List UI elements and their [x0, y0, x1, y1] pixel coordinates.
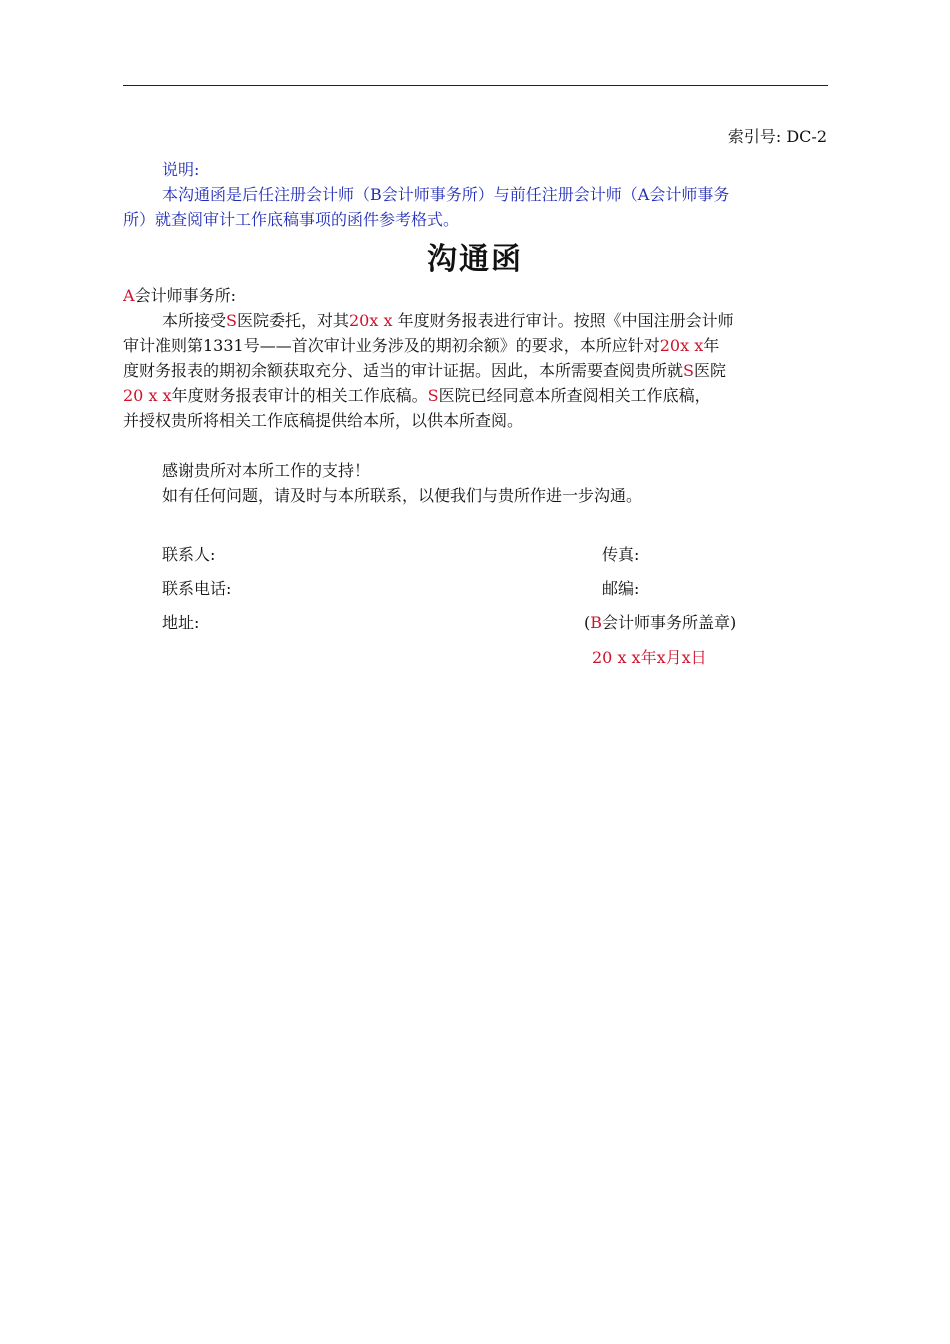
text-span: ( [584, 613, 591, 632]
note-line-1: 本沟通函是后任注册会计师（B会计师事务所）与前任注册会计师（A会计师事务 [162, 185, 730, 204]
note-line-2: 所）就查阅审计工作底稿事项的函件参考格式。 [123, 210, 460, 229]
note-label: 说明: [162, 160, 200, 179]
text-span: 会计师事务所盖章) [602, 613, 737, 632]
text-span: 度财务报表的期初余额获取充分、适当的审计证据。因此，本所需要查阅贵所就 [123, 361, 684, 380]
address-label: 地址: [162, 613, 200, 632]
postcode-label: 邮编: [602, 579, 640, 598]
text-span: 审计准则第1331号——首次审计业务涉及的期初余额》的要求，本所应针对 [123, 336, 660, 355]
text-span: 年度财务报表进行审计。按照《中国注册会计师 [397, 311, 734, 330]
paragraph-line-1 [162, 310, 734, 332]
text-span: 本所接受 [162, 311, 227, 330]
text-span: 医院 [693, 361, 726, 380]
highlight-span: S [427, 386, 439, 405]
phone-label: 联系电话: [162, 579, 232, 598]
paragraph-line-3 [123, 360, 726, 382]
text-span: 年 [703, 336, 720, 355]
contact-person-label: 联系人: [162, 545, 216, 564]
text-span: 医院委托，对其 [236, 311, 349, 330]
highlight-span: B [590, 613, 603, 632]
page-title: 沟通函 [427, 242, 523, 277]
contact-request-line: 如有任何问题，请及时与本所联系，以便我们与贵所作进一步沟通。 [162, 486, 643, 505]
highlight-span: S [683, 361, 694, 380]
seal-line [584, 612, 736, 634]
index-label: 索引号: [727, 127, 782, 146]
addressee-text: 会计师事务所: [134, 286, 236, 305]
text-span: 年度财务报表审计的相关工作底稿。 [171, 386, 428, 405]
text-span: 医院已经同意本所查阅相关工作底稿， [438, 386, 711, 405]
highlight-span: S [226, 311, 237, 330]
date-line: 20 x x年x月x日 [592, 648, 707, 667]
addressee-highlight: A [123, 286, 135, 305]
addressee [123, 285, 236, 307]
paragraph-line-4 [123, 385, 711, 407]
index-value: DC-2 [786, 127, 827, 146]
paragraph-line-5: 并授权贵所将相关工作底稿提供给本所，以供本所查阅。 [123, 411, 524, 430]
highlight-span: 20x x [349, 311, 393, 330]
fax-label: 传真: [602, 545, 640, 564]
header-rule [123, 85, 828, 86]
highlight-span: 20x x [659, 336, 704, 355]
paragraph-line-2 [123, 335, 719, 357]
index-reference [728, 126, 827, 148]
thanks-line: 感谢贵所对本所工作的支持！ [162, 461, 371, 480]
highlight-span: 20 x x [123, 386, 172, 405]
